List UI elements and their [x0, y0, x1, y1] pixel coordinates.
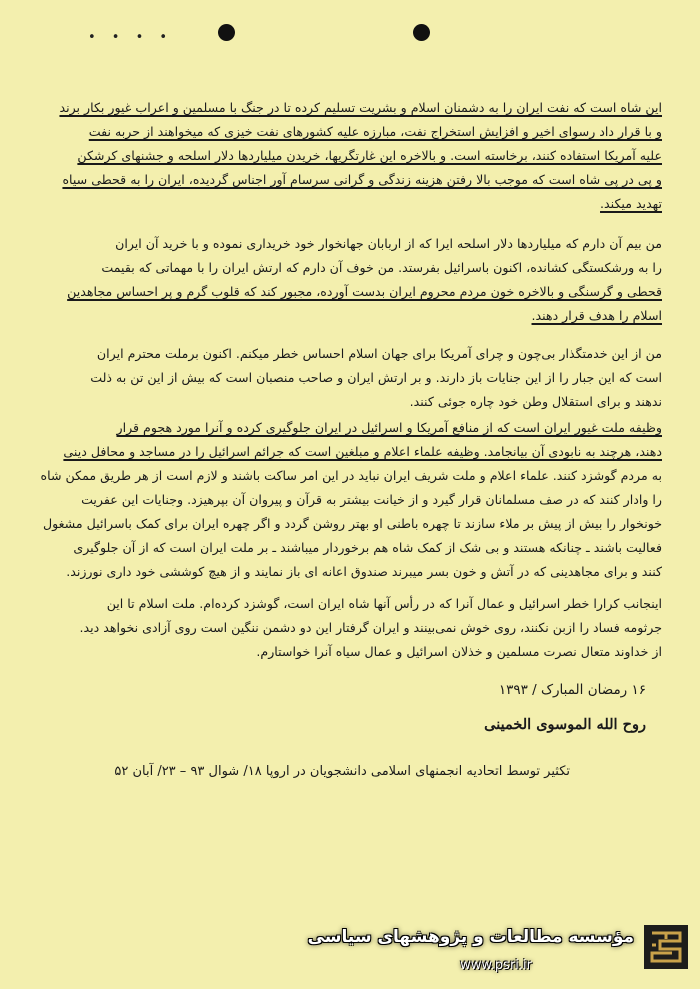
organization-name: مؤسسه مطالعات و پژوهشهای سیاسی	[307, 927, 634, 947]
text-line: اسلام را هدف قرار دهند.	[531, 308, 662, 323]
organization-url-link[interactable]: www.psri.ir	[460, 958, 532, 973]
text-line: من بیم آن دارم که میلیاردها دلار اسلحه ایرا که از اربابان جهانخوار خود خریداری نموده و با خرید آن ایران	[115, 236, 662, 251]
text-line: خونخوار را بیش از پیش بر ملاء سازند تا چهره باطنی او بهتر روشن گردد و اگر چهره ایران برای کمک باسرائیل مشغول	[42, 516, 662, 531]
text-line: را وادار کنند که در صف مسلمانان قرار گیرد و از خیانت بیشتر به قرآن و پیروان آن بپرهیزد. وجنایات این عفریت	[81, 492, 662, 507]
text-line: است که این جبار را از این جنایات باز دارند. و بر ارتش ایران و صاحب منصبان است که بیش از این تن به ذلت	[90, 370, 662, 385]
text-line: این شاه است که نفت ایران را به دشمنان اسلام و بشریت تسلیم کرده تا در جنگ با مسلمین و اعراب غیور بکار برند	[59, 100, 662, 115]
psri-logo-icon	[644, 925, 688, 969]
document-date: ۱۶ رمضان المبارک / ۱۳۹۳	[498, 682, 646, 698]
text-line: ندهند و برای استقلال وطن خود چاره جوئی کنند.	[409, 394, 662, 409]
text-line: اینجانب کرارا خطر اسرائیل و عمال آنرا که در رأس آنها شاه ایران است، گوشزد کرده‌ام. ملت اسلام تا این	[106, 596, 662, 611]
text-line: و با قرار داد رسوای اخیر و افزایش استخراج نفت، مبارزه علیه کشورهای نفت خیزی که میخواهند از حربه نفت	[88, 124, 662, 139]
paragraph-1	[38, 96, 662, 216]
signature: روح الله الموسوی الخمینی	[484, 716, 646, 733]
text-line: و پی در پی شاه است که موجب بالا رفتن هزینه زندگی و گرانی سرسام آور اجناس گردیده، ایران را به قحطی سیاه	[62, 172, 662, 187]
text-line: من از این خدمتگذار بی‌چون و چرای آمریکا برای جهان اسلام احساس خطر میکنم. اکنون برملت محترم ایران	[96, 346, 662, 361]
text-line: فعالیت باشند ـ چنانکه هستند و بی شک از کمک شاه هم برخوردار میباشند ـ بر ملت ایران است که از آن جلوگیری	[73, 540, 662, 555]
punch-hole-icon	[413, 24, 430, 41]
text-line: به مردم گوشزد کنند. علماء اعلام و ملت شریف ایران نباید در این امر ساکت باشند و لازم است از هر طریق ممکن شاه	[40, 468, 662, 483]
paragraph-5	[38, 592, 662, 664]
text-line: کنند و برای مجاهدینی که در آتش و خون بسر میبرند صندوق اعانه ای باز نمایند و از هیچ کوششی خود داری نورزند.	[66, 564, 662, 579]
text-line: از خداوند متعال نصرت مسلمین و خذلان اسرائیل و عمال سیاه آنرا خواستارم.	[256, 644, 662, 659]
print-note: تکثیر توسط اتحادیه انجمنهای اسلامی دانشجویان در اروپا ۱۸/ شوال ۹۳ – ۲۳/ آبان ۵۲	[114, 764, 570, 779]
text-line: تهدید میکند.	[600, 196, 662, 211]
text-line: قحطی و گرسنگی و بالاخره خون مردم محروم ایران بدست آورده، مجبور کند که قلوب گرم و پر احساس مجاهدین	[67, 284, 662, 299]
top-dots: • • • •	[88, 30, 174, 45]
paragraph-4	[38, 416, 662, 584]
text-line: وظیفه ملت غیور ایران است که از منافع آمریکا و اسرائیل در ایران جلوگیری کرده و آنرا مورد هجوم قرار	[116, 420, 662, 435]
text-line: دهند، هرچند به نابودی آن بیانجامد. وظیفه علماء اعلام و مبلغین است که جرائم اسرائیل را در مساجد و محافل دینی	[63, 444, 662, 459]
paragraph-3	[38, 342, 662, 414]
text-line: علیه آمریکا استفاده کنند، برخاسته است. و بالاخره این غارتگریها، خریدن میلیاردها دلار اسلحه و جشنهای کرشکن	[77, 148, 662, 163]
text-line: را به ورشکستگی کشانده، اکنون باسرائیل بفرستد. من خوف آن دارم که ارتش ایران را با مهماتی که بقیمت	[101, 260, 662, 275]
text-line: جرثومه فساد را ازبن نکنند، روی خوش نمی‌بینند و ایران گرفتار این دو دشمن ننگین است روی آزادی نخواهد دید.	[79, 620, 662, 635]
punch-hole-icon	[218, 24, 235, 41]
paragraph-2	[38, 232, 662, 328]
watermark-footer	[0, 899, 700, 989]
